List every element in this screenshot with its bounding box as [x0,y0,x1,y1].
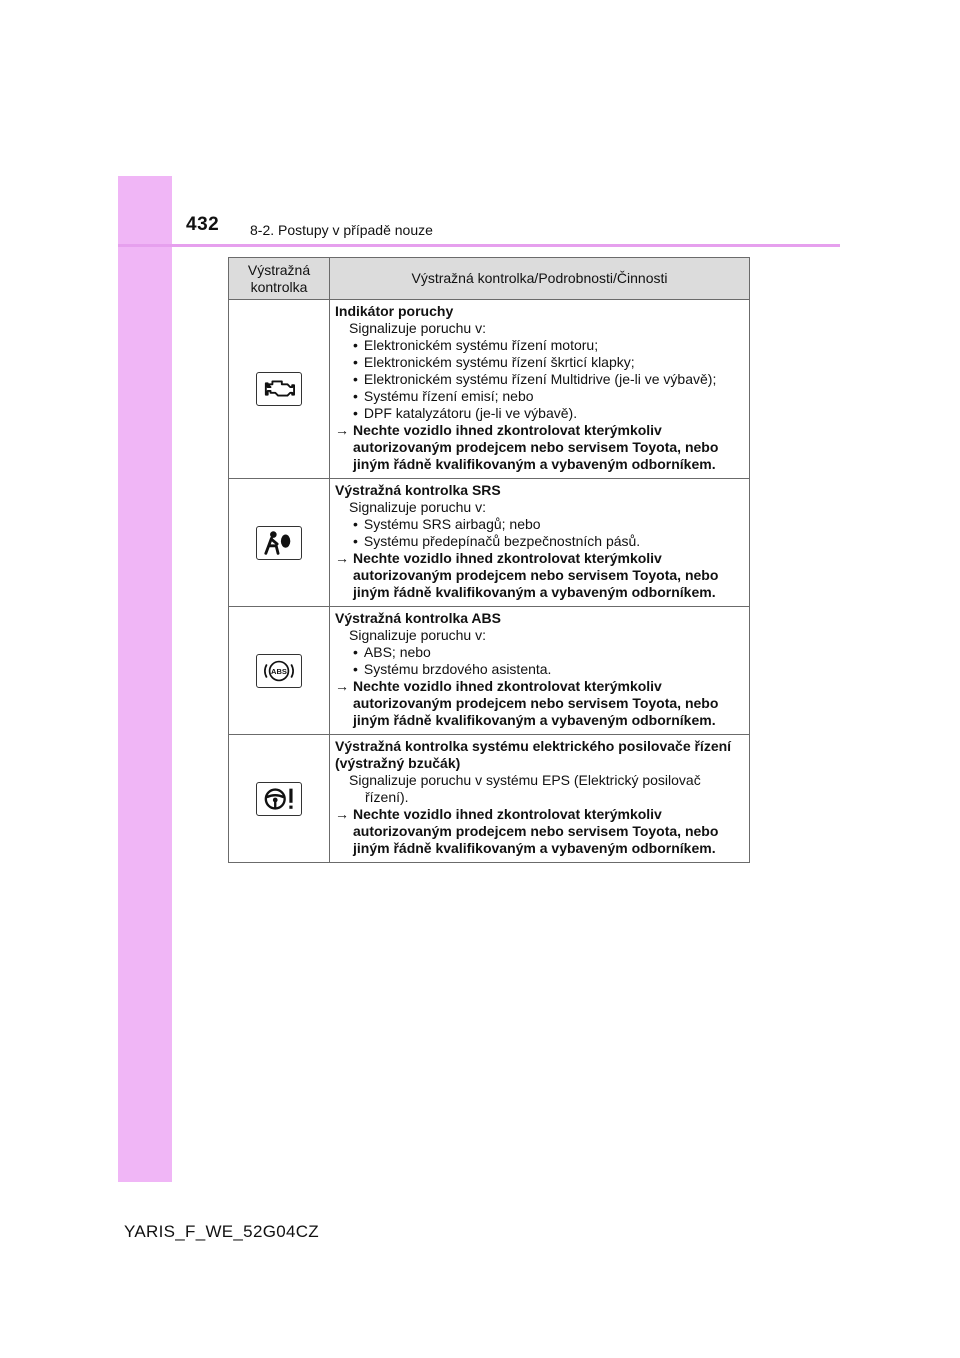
table-header-row [229,258,750,300]
details-cell [330,479,750,607]
document-code: YARIS_F_WE_52G04CZ [124,1222,319,1241]
light-intro: Signalizuje poruchu v systému EPS (Elektrický posilovač řízení). [349,772,701,805]
eps-steering-warning-icon [256,782,302,816]
icon-cell [229,300,330,479]
icon-cell [229,735,330,863]
bullet-item: • Systému řízení emisí; nebo [335,388,745,405]
col-header-details: Výstražná kontrolka/Podrobnosti/Činnosti [330,258,750,300]
arrow-icon: → [335,550,349,566]
abs-icon [256,654,302,688]
srs-airbag-icon [256,526,302,560]
light-intro: Signalizuje poruchu v: [349,627,486,643]
light-title: Výstražná kontrolka systému elektrického posilovače řízení (výstražný bzučák) [335,738,732,771]
icon-cell [229,607,330,735]
icon-cell [229,479,330,607]
light-title: Výstražná kontrolka SRS [335,482,501,498]
arrow-icon: → [335,806,349,822]
light-intro: Signalizuje poruchu v: [349,320,486,336]
action-text: → Nechte vozidlo ihned zkontrolovat kterýmkoliv autorizovaným prodejcem nebo servisem Toyota, nebo jiným řádně kvalifikovaným a vybaveným odborníkem. [335,550,719,600]
check-engine-icon [256,372,302,406]
table-row [229,607,750,735]
details-cell [330,607,750,735]
bullet-item: • DPF katalyzátoru (je-li ve výbavě). [335,405,745,422]
arrow-icon: → [335,678,349,694]
warning-light-table [228,257,750,863]
action-text: → Nechte vozidlo ihned zkontrolovat kterýmkoliv autorizovaným prodejcem nebo servisem Toyota, nebo jiným řádně kvalifikovaným a vybaveným odborníkem. [335,678,719,728]
table-row [229,479,750,607]
col-header-light: Výstražná kontrolka [229,258,330,300]
page-number: 432 [186,214,220,235]
light-title: Indikátor poruchy [335,303,454,319]
details-cell [330,300,750,479]
details-cell [330,735,750,863]
table-row [229,735,750,863]
light-intro: Signalizuje poruchu v: [349,499,486,515]
table-row [229,300,750,479]
action-text: → Nechte vozidlo ihned zkontrolovat kterýmkoliv autorizovaným prodejcem nebo servisem Toyota, nebo jiným řádně kvalifikovaným a vybaveným odborníkem. [335,806,719,856]
bullet-item: • Elektronickém systému řízení motoru; [335,337,745,354]
svg-text:ABS: ABS [271,666,287,676]
side-bar [118,176,172,1182]
bullet-item: • Systému brzdového asistenta. [335,661,745,678]
arrow-icon: → [335,422,349,438]
bullet-item: • Systému předepínačů bezpečnostních pásů. [335,533,745,550]
section-title: 8-2. Postupy v případě nouze [250,222,433,238]
bullet-item: • ABS; nebo [335,644,745,661]
bullet-item: • Elektronickém systému řízení Multidrive (je-li ve výbavě); [335,371,745,388]
header-rule [118,244,840,247]
bullet-item: • Systému SRS airbagů; nebo [335,516,745,533]
bullet-item: • Elektronickém systému řízení škrticí klapky; [335,354,745,371]
action-text: → Nechte vozidlo ihned zkontrolovat kterýmkoliv autorizovaným prodejcem nebo servisem Toyota, nebo jiným řádně kvalifikovaným a vybaveným odborníkem. [335,422,719,472]
light-title: Výstražná kontrolka ABS [335,610,501,626]
